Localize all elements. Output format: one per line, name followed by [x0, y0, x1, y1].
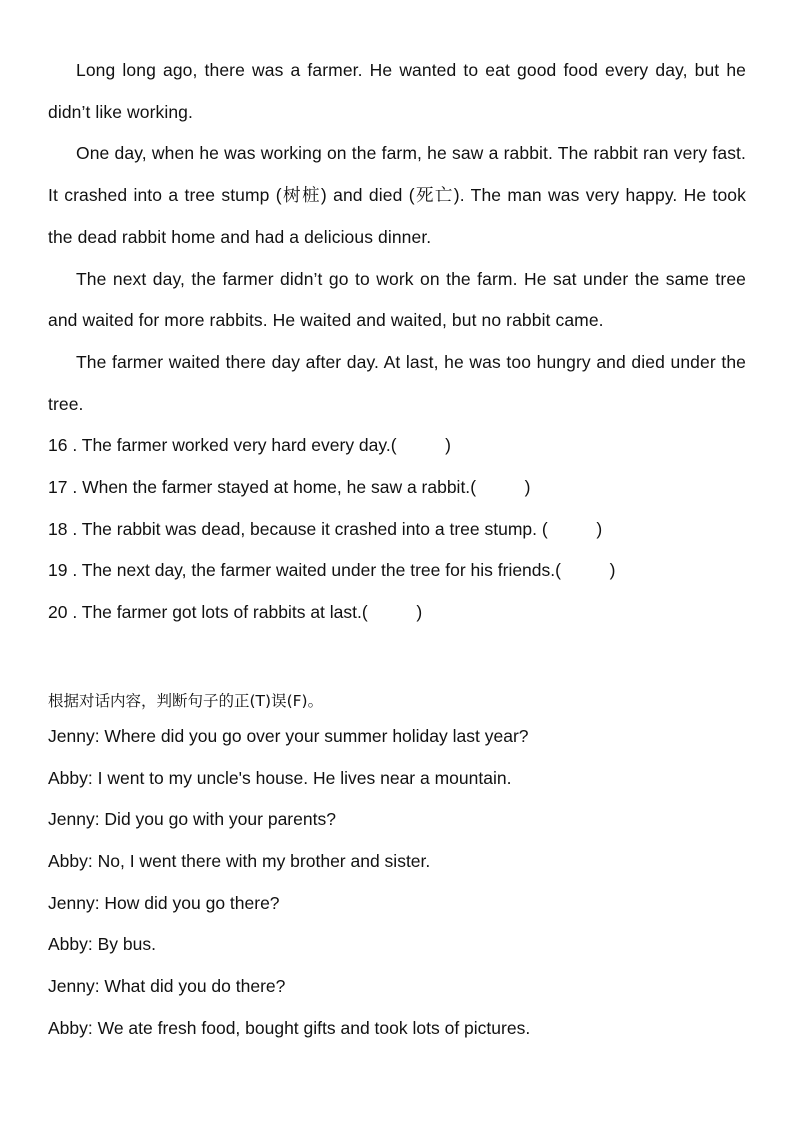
question-number: 19	[48, 560, 68, 581]
dialog-line: Abby: No, I went there with my brother and sister.	[48, 850, 431, 871]
story-paragraph: Long long ago, there was a farmer. He wanted to eat good food every day, but he didn’t like working.	[48, 60, 746, 122]
answer-blank[interactable]: ( )	[541, 518, 603, 539]
document-page	[48, 50, 746, 1049]
dialog-line: Abby: I went to my uncle's house. He lives near a mountain.	[48, 767, 512, 788]
question-item: 20 . The farmer got lots of rabbits at last.( )	[48, 592, 746, 634]
answer-blank[interactable]: ( )	[555, 560, 616, 581]
story-passage	[48, 50, 746, 425]
dialog-line: Abby: By bus.	[48, 934, 156, 955]
question-text: The next day, the farmer waited under the tree for his friends.	[81, 560, 556, 581]
question-text: The farmer worked very hard every day.	[81, 435, 391, 456]
dialog-line: Jenny: How did you go there?	[48, 892, 280, 913]
answer-blank[interactable]: ( )	[470, 477, 531, 498]
section-instruction: 根据对话内容，判断句子的正(T)误(F)。	[48, 691, 324, 710]
question-number: 17	[48, 477, 68, 498]
question-number: 18	[48, 518, 68, 539]
question-list	[48, 425, 746, 634]
question-text: When the farmer stayed at home, he saw a rabbit.	[82, 477, 471, 498]
dialog-line: Jenny: Where did you go over your summer holiday last year?	[48, 725, 529, 746]
question-number: 20	[48, 602, 68, 623]
question-text: The rabbit was dead, because it crashed into a tree stump.	[81, 518, 538, 539]
story-paragraph: The next day, the farmer didn’t go to work on the farm. He sat under the same tree and waited for more rabbits. He waited and waited, but no rabbit came.	[48, 268, 746, 331]
dialog	[48, 716, 746, 1050]
dialog-line: Abby: We ate fresh food, bought gifts and took lots of pictures.	[48, 1017, 531, 1038]
question-text: The farmer got lots of rabbits at last.	[81, 602, 362, 623]
answer-blank[interactable]: ( )	[361, 602, 423, 623]
dialog-line: Jenny: Did you go with your parents?	[48, 809, 336, 830]
question-item: 17 . When the farmer stayed at home, he saw a rabbit.( )	[48, 467, 746, 509]
question-number: 16	[48, 435, 68, 456]
answer-blank[interactable]: ( )	[390, 435, 451, 456]
dialog-line: Jenny: What did you do there?	[48, 976, 286, 997]
question-item: 19 . The next day, the farmer waited under the tree for his friends.( )	[48, 550, 746, 592]
story-paragraph: One day, when he was working on the farm, he saw a rabbit. The rabbit ran very fast. It crashed into a tree stump (树桩) and died (死亡). The man was very happy. He took the dead rabbit home and had a delicious dinner.	[48, 143, 746, 247]
question-item: 18 . The rabbit was dead, because it crashed into a tree stump. ( )	[48, 509, 746, 551]
story-paragraph: The farmer waited there day after day. At last, he was too hungry and died under the tree.	[48, 351, 746, 414]
question-item: 16 . The farmer worked very hard every day.( )	[48, 425, 746, 467]
